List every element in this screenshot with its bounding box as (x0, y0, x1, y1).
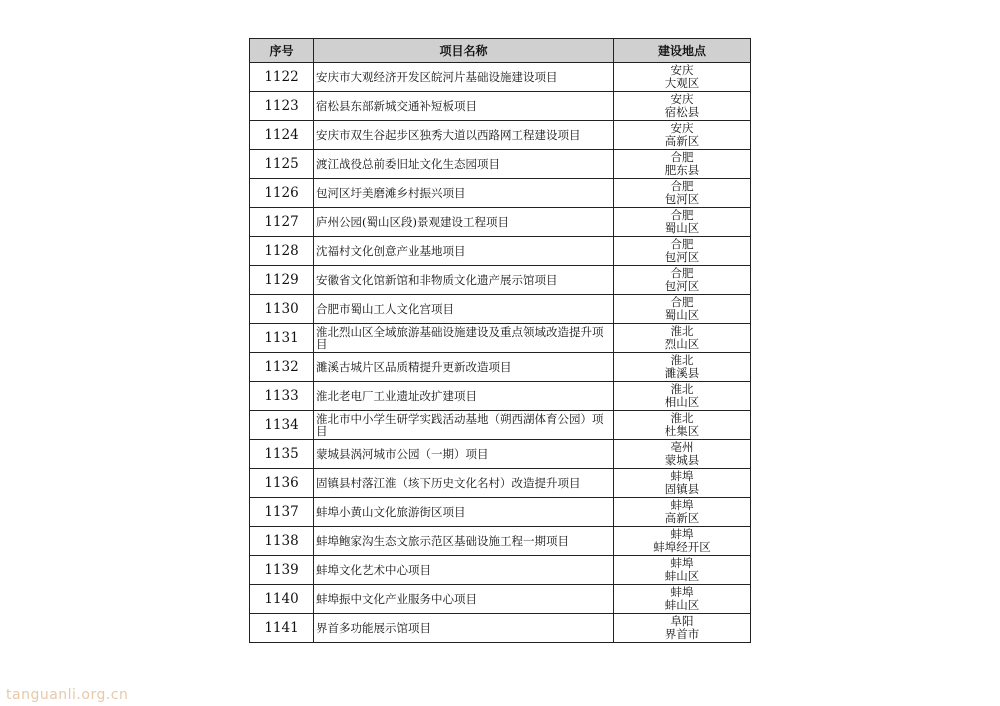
row-location (614, 150, 751, 179)
location-district: 固镇县 (664, 482, 700, 496)
row-location (614, 440, 751, 469)
location-city: 合肥 (670, 149, 694, 164)
row-project-name: 界首多功能展示馆项目 (314, 614, 614, 643)
row-index: 1138 (250, 527, 314, 556)
row-project-name: 蚌埠文化艺术中心项目 (314, 556, 614, 585)
row-location (614, 382, 751, 411)
table-row (250, 121, 751, 150)
row-location (614, 498, 751, 527)
header-index: 序号 (250, 39, 314, 63)
row-index: 1130 (250, 295, 314, 324)
location-city: 合肥 (670, 207, 694, 222)
location-city: 淮北 (670, 323, 694, 338)
row-location (614, 237, 751, 266)
row-index: 1133 (250, 382, 314, 411)
table-row (250, 353, 751, 382)
row-project-name: 安庆市大观经济开发区皖河片基础设施建设项目 (314, 63, 614, 92)
row-index: 1128 (250, 237, 314, 266)
table-body (250, 63, 751, 643)
row-location (614, 411, 751, 440)
location-district: 宿松县 (664, 105, 700, 119)
location-district: 蜀山区 (664, 221, 700, 235)
project-table (249, 38, 751, 643)
table-row (250, 440, 751, 469)
location-district: 肥东县 (664, 163, 700, 177)
table-header-row (250, 39, 751, 63)
row-project-name: 蚌埠小黄山文化旅游街区项目 (314, 498, 614, 527)
row-index: 1125 (250, 150, 314, 179)
row-location (614, 527, 751, 556)
location-city: 蚌埠 (670, 497, 694, 512)
location-district: 蚌山区 (664, 598, 700, 612)
location-city: 安庆 (670, 91, 694, 106)
table-row (250, 324, 751, 353)
location-district: 蒙城县 (664, 453, 700, 467)
location-district: 濉溪县 (664, 366, 700, 380)
table-row (250, 92, 751, 121)
row-index: 1132 (250, 353, 314, 382)
location-district: 烈山区 (664, 337, 700, 351)
location-district: 蚌山区 (664, 569, 700, 583)
location-city: 蚌埠 (670, 555, 694, 570)
location-district: 杜集区 (664, 424, 700, 438)
row-location (614, 63, 751, 92)
row-location (614, 121, 751, 150)
location-city: 合肥 (670, 294, 694, 309)
table-row (250, 411, 751, 440)
table-row (250, 179, 751, 208)
location-district: 高新区 (664, 511, 700, 525)
location-city: 合肥 (670, 265, 694, 280)
row-location (614, 208, 751, 237)
location-city: 淮北 (670, 410, 694, 425)
row-index: 1131 (250, 324, 314, 353)
row-location (614, 295, 751, 324)
location-district: 蜀山区 (664, 308, 700, 322)
table-row (250, 63, 751, 92)
location-district: 高新区 (664, 134, 700, 148)
location-district: 包河区 (664, 279, 700, 293)
row-index: 1129 (250, 266, 314, 295)
row-project-name: 宿松县东部新城交通补短板项目 (314, 92, 614, 121)
row-index: 1135 (250, 440, 314, 469)
row-project-name: 蒙城县涡河城市公园（一期）项目 (314, 440, 614, 469)
table-row (250, 498, 751, 527)
row-index: 1136 (250, 469, 314, 498)
row-index: 1137 (250, 498, 314, 527)
location-city: 淮北 (670, 352, 694, 367)
row-project-name: 蚌埠振中文化产业服务中心项目 (314, 585, 614, 614)
location-district: 大观区 (664, 76, 700, 90)
row-index: 1139 (250, 556, 314, 585)
table-row (250, 208, 751, 237)
location-city: 合肥 (670, 178, 694, 193)
row-project-name: 沈福村文化创意产业基地项目 (314, 237, 614, 266)
row-index: 1141 (250, 614, 314, 643)
table-row (250, 382, 751, 411)
row-project-name: 安庆市双生谷起步区独秀大道以西路网工程建设项目 (314, 121, 614, 150)
row-project-name: 固镇县村落江淮（垓下历史文化名村）改造提升项目 (314, 469, 614, 498)
row-location (614, 179, 751, 208)
row-location (614, 266, 751, 295)
header-project-name: 项目名称 (314, 39, 614, 63)
location-city: 蚌埠 (670, 468, 694, 483)
table-row (250, 614, 751, 643)
watermark: tanguanli.org.cn (6, 687, 129, 703)
row-project-name: 渡江战役总前委旧址文化生态园项目 (314, 150, 614, 179)
row-location (614, 585, 751, 614)
location-district: 界首市 (664, 627, 700, 641)
table-row (250, 295, 751, 324)
table-row (250, 469, 751, 498)
location-district: 相山区 (664, 395, 700, 409)
row-project-name: 包河区圩美磨滩乡村振兴项目 (314, 179, 614, 208)
row-index: 1134 (250, 411, 314, 440)
row-project-name: 淮北老电厂工业遗址改扩建项目 (314, 382, 614, 411)
row-project-name: 合肥市蜀山工人文化宫项目 (314, 295, 614, 324)
row-index: 1124 (250, 121, 314, 150)
table-row (250, 556, 751, 585)
location-city: 安庆 (670, 120, 694, 135)
location-city: 安庆 (670, 62, 694, 77)
row-index: 1123 (250, 92, 314, 121)
table-row (250, 527, 751, 556)
location-district: 包河区 (664, 192, 700, 206)
row-location (614, 614, 751, 643)
location-city: 亳州 (670, 439, 694, 454)
row-location (614, 324, 751, 353)
row-index: 1140 (250, 585, 314, 614)
location-city: 淮北 (670, 381, 694, 396)
table-row (250, 585, 751, 614)
location-city: 阜阳 (670, 613, 694, 628)
table-row (250, 266, 751, 295)
row-location (614, 92, 751, 121)
location-city: 蚌埠 (670, 526, 694, 541)
row-project-name: 淮北烈山区全域旅游基础设施建设及重点领域改造提升项目 (314, 324, 614, 353)
table-row (250, 150, 751, 179)
row-location (614, 353, 751, 382)
row-index: 1127 (250, 208, 314, 237)
row-location (614, 469, 751, 498)
location-district: 包河区 (664, 250, 700, 264)
row-project-name: 淮北市中小学生研学实践活动基地（朔西湖体育公园）项目 (314, 411, 614, 440)
row-project-name: 濉溪古城片区品质精提升更新改造项目 (314, 353, 614, 382)
row-location (614, 556, 751, 585)
row-index: 1122 (250, 63, 314, 92)
row-project-name: 安徽省文化馆新馆和非物质文化遗产展示馆项目 (314, 266, 614, 295)
row-index: 1126 (250, 179, 314, 208)
location-city: 蚌埠 (670, 584, 694, 599)
row-project-name: 蚌埠鲍家沟生态文旅示范区基础设施工程一期项目 (314, 527, 614, 556)
row-project-name: 庐州公园(蜀山区段)景观建设工程项目 (314, 208, 614, 237)
location-district: 蚌埠经开区 (653, 540, 711, 554)
table-row (250, 237, 751, 266)
header-location: 建设地点 (614, 39, 751, 63)
location-city: 合肥 (670, 236, 694, 251)
